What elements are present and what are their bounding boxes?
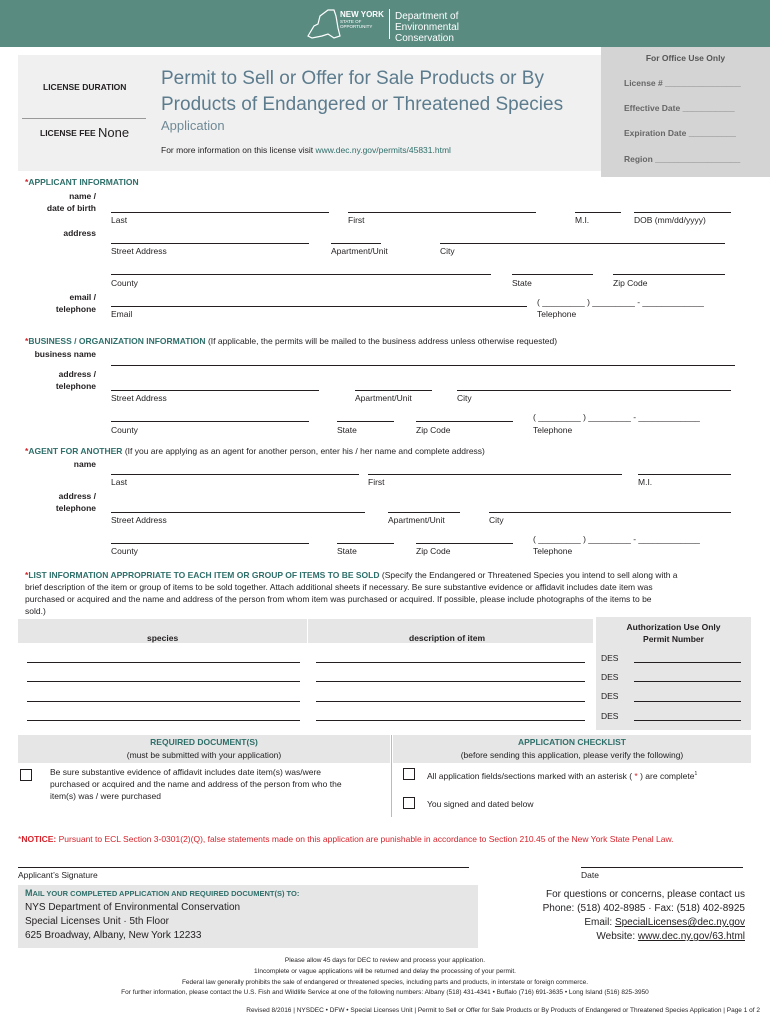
- mi-label: M.I.: [575, 215, 590, 225]
- email-field[interactable]: [111, 306, 527, 307]
- business-street-label: Street Address: [111, 393, 167, 403]
- des-label-3: DES: [601, 691, 619, 701]
- auth-use-header: Authorization Use Only Permit Number: [626, 622, 721, 644]
- name-dob-label: name / date of birth: [46, 191, 96, 213]
- business-city-label: City: [457, 393, 472, 403]
- permit-number-3: [634, 701, 741, 702]
- checklist-fields-checkbox[interactable]: [403, 768, 415, 780]
- footer-line-2: 1Incomplete or vague applications will be returned and delay the processing of your permit.: [254, 968, 516, 975]
- agent-state-label: State: [337, 546, 357, 556]
- address-label: address: [63, 228, 96, 238]
- list-table-header: [18, 619, 593, 643]
- agent-telephone-label: Telephone: [533, 546, 573, 556]
- business-street-field[interactable]: [111, 390, 319, 391]
- dept-logo-text: [395, 11, 459, 44]
- info-link[interactable]: www.dec.ny.gov/permits/45831.html: [315, 145, 451, 155]
- county-field[interactable]: [111, 274, 491, 275]
- ny-state-map-icon: [304, 6, 344, 42]
- agent-mi-label: M.I.: [638, 477, 653, 487]
- checklist-title: APPLICATION CHECKLIST (before sending this application, please verify the following): [460, 737, 684, 760]
- state-label: State: [512, 278, 532, 288]
- office-effective-field: Effective Date ___________: [624, 103, 735, 113]
- agent-county-field[interactable]: [111, 543, 309, 544]
- species-field-1[interactable]: [27, 662, 300, 663]
- business-state-field[interactable]: [337, 421, 394, 422]
- agent-addr-label: address / telephone: [55, 491, 96, 513]
- ny-logo-line3: OPPORTUNITY: [340, 24, 373, 29]
- zip-label: Zip Code: [613, 278, 648, 288]
- office-expiration-field: Expiration Date __________: [624, 128, 736, 138]
- des-label-1: DES: [601, 653, 619, 663]
- form-title-line2: Products of Endangered or Threatened Species: [161, 94, 564, 115]
- business-apt-field[interactable]: [355, 390, 432, 391]
- office-license-field: License # ________________: [624, 78, 741, 88]
- license-duration-label: LICENSE DURATION: [43, 82, 127, 92]
- species-column-header: species: [147, 633, 179, 643]
- state-field[interactable]: [512, 274, 593, 275]
- business-county-field[interactable]: [111, 421, 309, 422]
- required-docs-title: REQUIRED DOCUMENT(S) (must be submitted with your application): [126, 737, 282, 760]
- agent-last-field[interactable]: [111, 474, 359, 475]
- dept-line1: Department of: [395, 11, 459, 22]
- agent-state-field[interactable]: [337, 543, 394, 544]
- applicant-heading: *APPLICANT INFORMATION: [25, 177, 139, 187]
- checklist-item-2: You signed and dated below: [427, 799, 534, 809]
- contact-website-link[interactable]: www.dec.ny.gov/63.html: [637, 931, 745, 942]
- signature-date-field[interactable]: [581, 867, 743, 868]
- dept-line2: Environmental: [395, 22, 459, 33]
- office-use-title: For Office Use Only: [645, 53, 726, 63]
- business-state-label: State: [337, 425, 357, 435]
- agent-city-field[interactable]: [489, 512, 731, 513]
- permit-number-2: [634, 681, 741, 682]
- telephone-label: Telephone: [537, 309, 577, 319]
- agent-street-field[interactable]: [111, 512, 365, 513]
- city-field[interactable]: [440, 243, 725, 244]
- des-label-4: DES: [601, 711, 619, 721]
- ny-logo-line2: STATE OF: [340, 19, 362, 24]
- apt-label: Apartment/Unit: [331, 246, 388, 256]
- list-heading: *LIST INFORMATION APPROPRIATE TO EACH ITEM OR GROUP OF ITEMS TO BE SOLD (Specify the Endangered or Threatened Species you intend to sell along with a brief description of the item or group of items to be sold together. Attach additional sheets if necessary. Be sure substantive evidence or affidavit includes date item was purchased or acquired and the name and address of the person from whom item was purchased or acquired. If possible, please include photographs of the items to be sold.): [25, 570, 678, 616]
- office-use-panel: [601, 47, 770, 177]
- agent-apt-field[interactable]: [388, 512, 460, 513]
- form-title-line1: Permit to Sell or Offer for Sale Products or By: [161, 68, 544, 89]
- license-fee-label: LICENSE FEE: [40, 128, 96, 138]
- footer-line-3: Federal law generally prohibits the sale of endangered or threatened species, including parts and products, in interstate or foreign commerce.: [181, 979, 589, 986]
- list-col-divider: [307, 619, 308, 643]
- business-name-field[interactable]: [111, 365, 735, 366]
- description-field-4[interactable]: [316, 720, 585, 721]
- apt-field[interactable]: [331, 243, 381, 244]
- license-fee-value: None: [98, 125, 130, 140]
- street-label: Street Address: [111, 246, 167, 256]
- agent-first-field[interactable]: [368, 474, 622, 475]
- required-doc-checkbox[interactable]: [20, 769, 32, 781]
- required-doc-text: Be sure substantive evidence of affidavit includes date item(s) was/were purchased or acquired and the name and address of the person from who the item(s) was / were purchased: [50, 767, 342, 801]
- last-name-field[interactable]: [111, 212, 329, 213]
- first-name-field[interactable]: [348, 212, 536, 213]
- top-banner: [0, 0, 770, 47]
- ny-logo-line1: NEW YORK: [340, 10, 384, 19]
- agent-street-label: Street Address: [111, 515, 167, 525]
- office-region-field: Region __________________: [624, 154, 741, 164]
- business-telephone-field[interactable]: ( _________ ) _________ - _____________: [533, 412, 700, 422]
- email-tel-label: email / telephone: [55, 292, 96, 314]
- ny-logo-text: [340, 11, 384, 29]
- business-heading: *BUSINESS / ORGANIZATION INFORMATION (If applicable, the permits will be mailed to the business address unless otherwise requested): [25, 336, 558, 346]
- signature-date-label: Date: [581, 870, 599, 880]
- agent-city-label: City: [489, 515, 504, 525]
- agent-name-label: name: [73, 459, 96, 469]
- agent-mi-field[interactable]: [638, 474, 731, 475]
- business-zip-field[interactable]: [416, 421, 513, 422]
- last-label: Last: [111, 215, 128, 225]
- business-telephone-label: Telephone: [533, 425, 573, 435]
- business-name-label: business name: [34, 349, 96, 359]
- dept-line3: Conservation: [395, 33, 454, 44]
- description-field-2[interactable]: [316, 681, 585, 682]
- checklist-divider: [391, 735, 392, 817]
- form-subtitle: Application: [161, 118, 225, 133]
- permit-number-4: [634, 720, 741, 721]
- email-label: Email: [111, 309, 133, 319]
- agent-first-label: First: [368, 477, 385, 487]
- street-field[interactable]: [111, 243, 309, 244]
- permit-number-1: [634, 662, 741, 663]
- business-apt-label: Apartment/Unit: [355, 393, 412, 403]
- contact-email-link[interactable]: SpecialLicenses@dec.ny.gov: [614, 917, 745, 928]
- species-field-3[interactable]: [27, 701, 300, 702]
- description-field-3[interactable]: [316, 701, 585, 702]
- des-label-2: DES: [601, 672, 619, 682]
- contact-block: For questions or concerns, please contact us Phone: (518) 402-8985 · Fax: (518) 402-8925 Email: SpecialLicenses@dec.ny.gov Website: www.dec.ny.gov/63.html: [542, 889, 745, 942]
- first-label: First: [348, 215, 365, 225]
- business-county-label: County: [111, 425, 138, 435]
- logo-divider: [389, 9, 390, 39]
- applicant-signature-label: Applicant’s Signature: [18, 870, 98, 880]
- dob-field[interactable]: [634, 212, 731, 213]
- header-divider: [22, 118, 146, 119]
- telephone-field[interactable]: ( _________ ) _________ - _____________: [537, 297, 704, 307]
- applicant-signature-field[interactable]: [18, 867, 469, 868]
- footer-line-1: Please allow 45 days for DEC to review and process your application.: [284, 957, 486, 964]
- zip-field[interactable]: [613, 274, 725, 275]
- mail-heading: MAIL YOUR COMPLETED APPLICATION AND REQUIRED DOCUMENT(S) TO:: [25, 888, 300, 898]
- agent-apt-label: Apartment/Unit: [388, 515, 445, 525]
- footer-line-4: For further information, please contact the U.S. Fish and Wildlife Service at one of the following numbers: Albany (518) 431-4341 • Buffalo (716) 691-3635 • Long Island (516) 825-3950: [121, 989, 649, 996]
- agent-zip-field[interactable]: [416, 543, 513, 544]
- checklist-signed-checkbox[interactable]: [403, 797, 415, 809]
- description-field-1[interactable]: [316, 662, 585, 663]
- city-label: City: [440, 246, 455, 256]
- agent-telephone-field[interactable]: ( _________ ) _________ - _____________: [533, 534, 700, 544]
- agent-last-label: Last: [111, 477, 128, 487]
- business-addr-label: address / telephone: [55, 369, 96, 391]
- agent-county-label: County: [111, 546, 138, 556]
- mail-address: NYS Department of Environmental Conservation Special Licenses Unit · 5th Floor 625 Broadway, Albany, New York 12233: [25, 902, 241, 941]
- agent-zip-label: Zip Code: [416, 546, 451, 556]
- info-text: For more information on this license visit: [161, 145, 314, 155]
- footer-revised: Revised 8/2016 | NYSDEC • DFW • Special Licenses Unit | Permit to Sell or Offer for Sale Products or By Products of Endangered or Threatened Species Application | Page 1 of 2: [246, 1007, 760, 1014]
- notice-text: *NOTICE: Pursuant to ECL Section 3-0301(2)(Q), false statements made on this application are punishable in accordance to Section 210.45 of the New York State Penal Law.: [18, 834, 674, 844]
- county-label: County: [111, 278, 138, 288]
- species-field-4[interactable]: [27, 720, 300, 721]
- agent-heading: *AGENT FOR ANOTHER (If you are applying as an agent for another person, enter his / her name and complete address): [25, 446, 485, 456]
- species-field-2[interactable]: [27, 681, 300, 682]
- dob-label: DOB (mm/dd/yyyy): [634, 215, 706, 225]
- checklist-item-1: All application fields/sections marked with an asterisk ( * ) are complete$^1$: [427, 771, 698, 781]
- description-column-header: description of item: [409, 633, 486, 643]
- business-zip-label: Zip Code: [416, 425, 451, 435]
- business-city-field[interactable]: [457, 390, 731, 391]
- mi-field[interactable]: [575, 212, 621, 213]
